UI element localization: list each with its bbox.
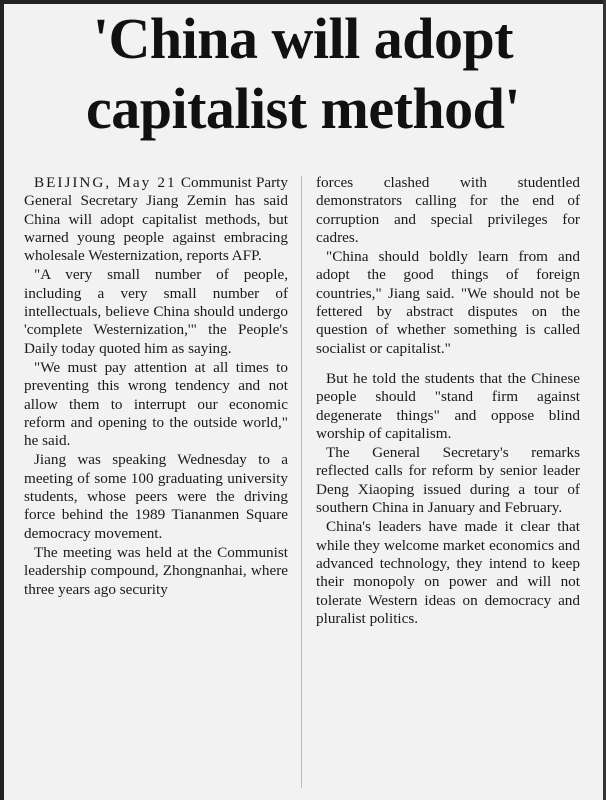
paragraph-text: Communist Party General Secretary Jiang Zemin has said China will adopt capitalist methods, but warned young people against embracing wholesale Westernization, reports AFP. <box>24 174 289 265</box>
article-paragraph: "China should boldly learn from and adopt the good things of foreign countries," Jiang said. "We should not be fettered by abstract disputes on the question of whether something is called socialist or capitalist." <box>316 248 580 357</box>
article-column-right <box>316 174 580 629</box>
article-paragraph <box>24 174 288 265</box>
article-paragraph: The meeting was held at the Communist leadership compound, Zhongnanhai, where three years ago security <box>24 543 288 598</box>
article-paragraph: China's leaders have made it clear that while they welcome market economics and advanced technology, they intend to keep their monopoly on power and will not tolerate Western ideas on democracy and pluralist politics. <box>316 518 580 627</box>
headline-line-2: capitalist method' <box>85 76 521 141</box>
article-paragraph: forces clashed with studentled demonstrators calling for the end of corruption and special privileges for cadres. <box>316 174 580 246</box>
dateline: BEIJING, May 21 <box>34 174 177 191</box>
article-column-left <box>24 174 288 600</box>
article-paragraph: But he told the students that the Chinese people should "stand firm against degenerate things" and oppose blind worship of capitalism. <box>316 369 580 442</box>
column-divider <box>301 176 302 788</box>
article-paragraph: The General Secretary's remarks reflected calls for reform by senior leader Deng Xiaoping issued during a tour of southern China in January and February. <box>316 444 580 517</box>
article-paragraph: "A very small number of people, including a very small number of intellectuals, believe China should undergo 'complete Westernization,'" the People's Daily today quoted him as saying. <box>24 266 288 357</box>
headline-line-1: 'China will adopt <box>92 6 514 71</box>
article-paragraph: "We must pay attention at all times to preventing this wrong tendency and not allow them to interrupt our economic reform and opening to the outside world," he said. <box>24 358 288 450</box>
headline <box>0 4 606 144</box>
article-paragraph: Jiang was speaking Wednesday to a meeting of some 100 graduating university students, whose peers were the driving force behind the 1989 Tiananmen Square democracy movement. <box>24 451 288 542</box>
